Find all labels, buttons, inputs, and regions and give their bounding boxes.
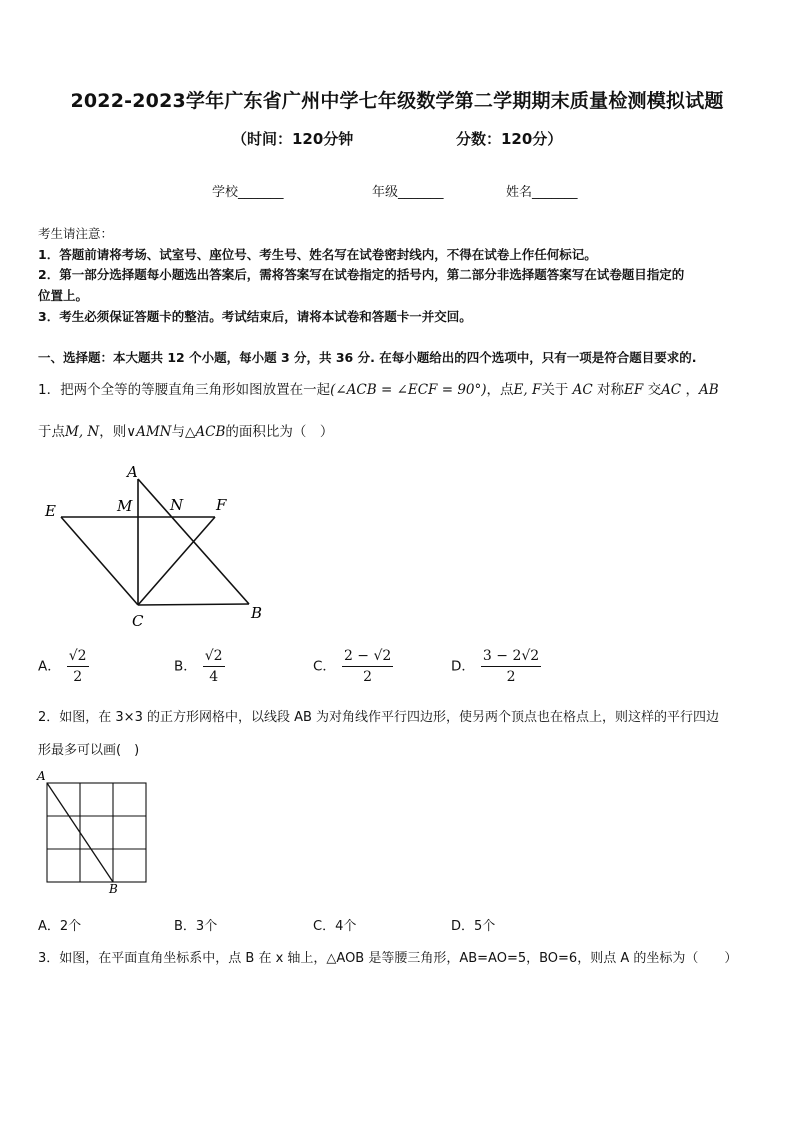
q1-text: 对称	[597, 382, 625, 398]
school-field: 学校_______	[212, 185, 284, 200]
notice-item: 2．第一部分选择题每小题选出答案后，需将答案写在试卷指定的括号内，第二部分非选择题答案写在试卷题目指定的	[38, 267, 685, 282]
q2-option-c[interactable]: C．4个	[313, 919, 357, 934]
q1-triangle-amn: ∨AMN	[126, 424, 172, 440]
q1-option-c[interactable]	[313, 648, 393, 685]
q1-option-b[interactable]	[174, 648, 225, 685]
label-c: C	[132, 612, 144, 630]
q1-segment-ac: AC	[572, 382, 593, 398]
question-1-line-2	[38, 420, 333, 440]
q1-segment-ef: EF	[624, 382, 644, 398]
option-fraction	[203, 648, 225, 685]
fraction-numerator: 3 − 2√2	[481, 648, 541, 667]
page-title: 2022-2023学年广东省广州中学七年级数学第二学期期末质量检测模拟试题	[70, 90, 724, 112]
notice-heading: 考生请注意：	[38, 226, 114, 241]
notice-item: 3．考生必须保证答题卡的整洁。考试结束后，请将本试卷和答题卡一并交回。	[38, 309, 472, 324]
question-3: 3．如图，在平面直角坐标系中，点 B 在 x 轴上，△AOB 是等腰三角形，AB=AO=5，BO=6，则点 A 的坐标为（ ）	[38, 951, 738, 966]
fraction-numerator: √2	[67, 648, 89, 667]
label-f: F	[216, 496, 227, 514]
option-letter: A．	[38, 658, 61, 675]
q1-text: 的面积比为（ ）	[225, 424, 334, 440]
fraction-numerator: 2 − √2	[342, 648, 393, 667]
fraction-denominator: 4	[209, 669, 219, 685]
q1-points-mn: M, N	[65, 424, 100, 440]
question-1-line-1	[38, 378, 719, 398]
q1-text: 于点	[38, 424, 65, 440]
label-b: B	[109, 882, 118, 896]
q2-option-a[interactable]: A．2个	[38, 919, 82, 934]
name-field: 姓名_______	[506, 185, 578, 200]
option-letter: D．	[451, 658, 475, 675]
question-2-line-1: 2．如图，在 3×3 的正方形网格中，以线段 AB 为对角线作平行四边形，使另两个顶点也在格点上，则这样的平行四边	[38, 710, 720, 725]
fraction-denominator: 2	[363, 669, 373, 685]
notice-item: 位置上。	[38, 288, 89, 303]
grid-border	[47, 783, 146, 882]
label-a: A	[127, 463, 138, 481]
q2-grid-figure	[34, 768, 164, 898]
q1-text: 关于	[541, 382, 569, 398]
q2-option-d[interactable]: D．5个	[451, 919, 496, 934]
q1-text: 与△	[171, 424, 196, 440]
q1-text: ，	[685, 382, 699, 398]
option-fraction	[481, 648, 541, 685]
segment-ec	[61, 517, 138, 605]
q1-triangle-acb: ACB	[195, 424, 226, 440]
q2-option-b[interactable]: B．3个	[174, 919, 218, 934]
q1-text: ，则	[99, 424, 127, 440]
q1-segment-ab: AB	[698, 382, 719, 398]
q1-segment-ac: AC	[661, 382, 682, 398]
option-fraction	[67, 648, 89, 685]
fraction-numerator: √2	[203, 648, 225, 667]
label-b: B	[251, 604, 263, 622]
q1-option-a[interactable]	[38, 648, 89, 685]
option-letter: C．	[313, 658, 336, 675]
section-heading: 一、选择题：本大题共 12 个小题，每小题 3 分，共 36 分. 在每小题给出的四个选项中，只有一项是符合题目要求的.	[38, 350, 697, 365]
label-a: A	[37, 769, 46, 783]
fraction-denominator: 2	[506, 669, 516, 685]
option-fraction	[342, 648, 393, 685]
label-n: N	[170, 496, 184, 514]
label-m: M	[117, 497, 133, 515]
segment-cb	[138, 604, 249, 605]
q1-angle-condition: (∠ACB = ∠ECF = 90°)	[330, 382, 487, 398]
label-e: E	[45, 502, 56, 520]
grade-field: 年级_______	[372, 185, 444, 200]
question-2-line-2: 形最多可以画( )	[38, 743, 140, 758]
exam-score: 分数：120分）	[456, 130, 563, 148]
q1-option-d[interactable]	[451, 648, 541, 685]
q1-text: 交	[647, 382, 662, 398]
q1-text: ，点	[486, 382, 514, 398]
segment-fc	[138, 517, 215, 605]
option-letter: B．	[174, 658, 197, 675]
notice-item: 1．答题前请将考场、试室号、座位号、考生号、姓名写在试卷密封线内，不得在试卷上作任何标记。	[38, 247, 597, 262]
q1-text: 1．把两个全等的等腰直角三角形如图放置在一起	[38, 382, 331, 398]
q1-points-ef: E, F	[513, 382, 542, 398]
q1-triangle-figure	[40, 458, 280, 638]
fraction-denominator: 2	[73, 669, 83, 685]
exam-time: （时间：120分钟	[232, 130, 354, 148]
